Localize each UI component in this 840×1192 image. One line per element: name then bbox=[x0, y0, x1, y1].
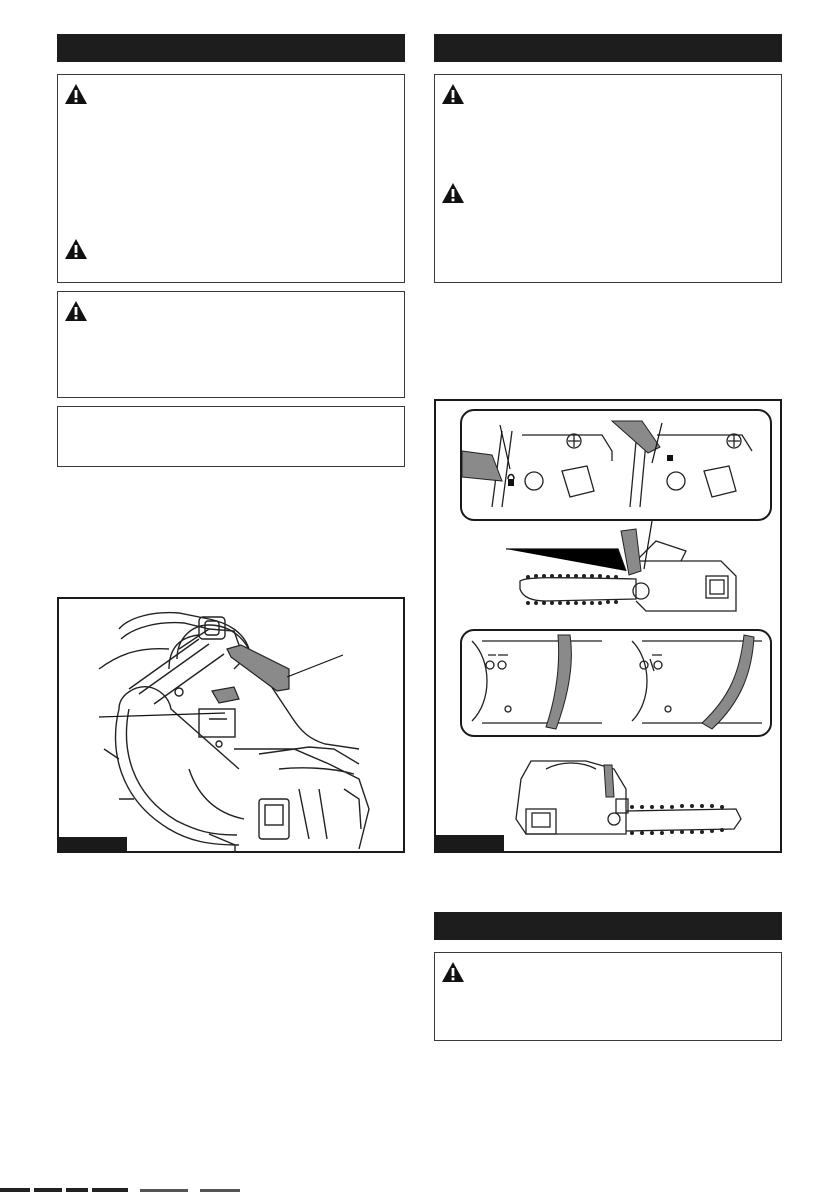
left-note-box bbox=[57, 406, 405, 467]
left-warning-box bbox=[57, 74, 405, 283]
chainsaw-top-handle-illustration bbox=[59, 599, 403, 851]
right-section-header-bar-2 bbox=[434, 912, 782, 940]
cropped-footer-text bbox=[0, 1186, 340, 1192]
left-section-header-bar bbox=[57, 34, 405, 62]
right-figure-chain-brake bbox=[434, 399, 782, 853]
right-section-header-bar bbox=[434, 34, 782, 62]
trigger-highlight bbox=[212, 687, 239, 703]
chainsaw-rear-view-illustration bbox=[436, 739, 780, 853]
left-warning-box-2 bbox=[57, 291, 405, 398]
inset-brake-states-bottom bbox=[460, 629, 772, 737]
warning-triangle-icon bbox=[441, 182, 465, 204]
warning-triangle-icon bbox=[64, 300, 88, 322]
lock-lever-highlight bbox=[227, 645, 289, 691]
warning-triangle-icon bbox=[64, 238, 88, 260]
left-figure-handle bbox=[57, 597, 405, 853]
chainsaw-side-view-illustration bbox=[436, 521, 780, 631]
right-warning-box bbox=[434, 74, 782, 283]
warning-triangle-icon bbox=[64, 83, 88, 105]
warning-triangle-icon bbox=[441, 83, 465, 105]
right-warning-box-2 bbox=[434, 952, 782, 1041]
warning-triangle-icon bbox=[441, 961, 465, 983]
inset-brake-states-top bbox=[460, 409, 772, 521]
